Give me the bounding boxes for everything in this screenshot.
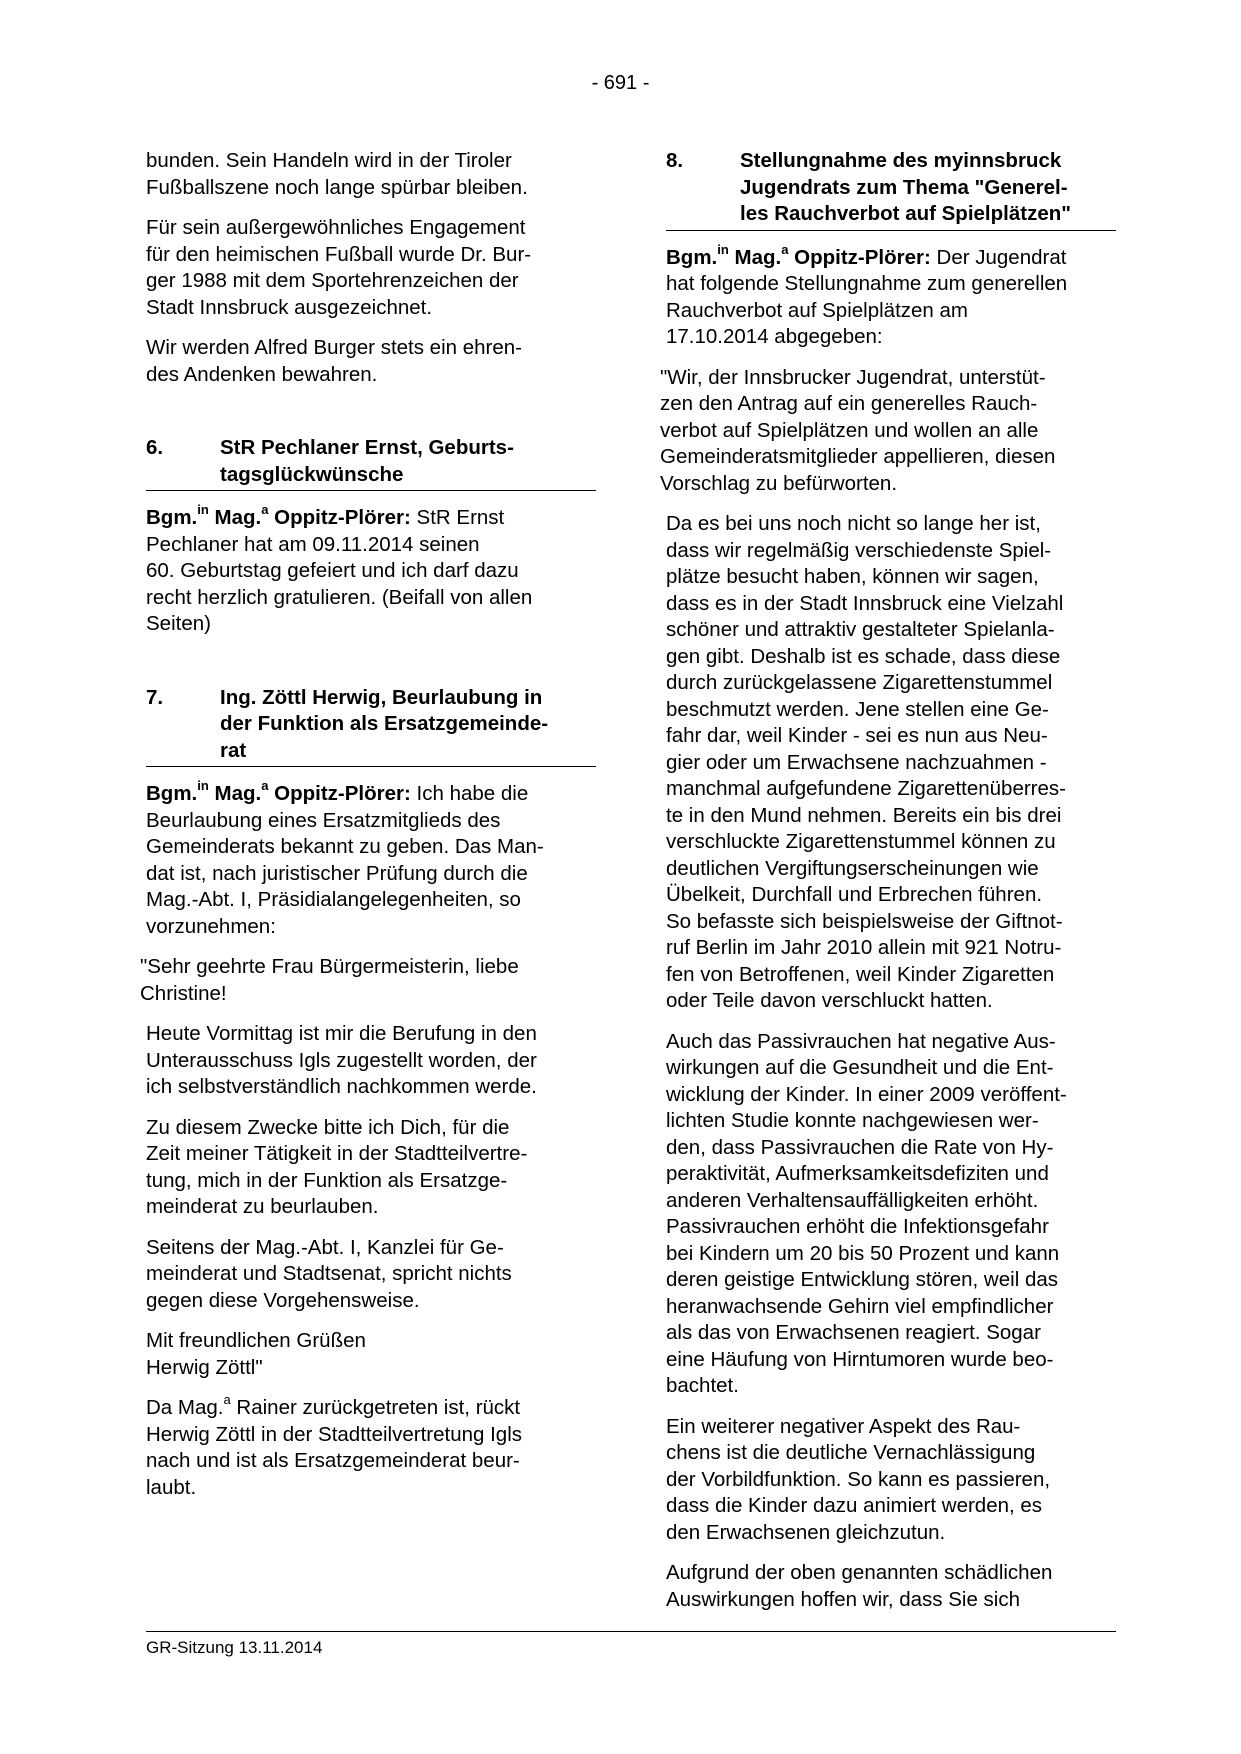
text-line: Herwig Zöttl" [146,1355,263,1379]
text-line: Herwig Zöttl in der Stadtteilvertretung Igls [146,1422,522,1446]
quote-paragraph [146,1115,596,1221]
text-line: rat [220,738,247,762]
text-line: deutlichen Vergiftungserscheinungen wie [666,856,1039,880]
speaker-name: Bgm.$^{in}$ Mag.$^a$ Oppitz-Plörer: [666,241,931,269]
text-line: Aufgrund der oben genannten schädlichen [666,1561,1053,1584]
text-line: Stadt Innsbruck ausgezeichnet. [146,295,433,319]
text-line: fahr dar, weil Kinder - sei es nun aus Neu- [666,724,1048,747]
text-line: oder Teile davon verschluckt hatten. [666,989,993,1012]
text-line: Beurlaubung eines Ersatzmitglieds des [146,808,501,832]
quote-paragraph [666,511,1116,1015]
text-line: bachtet. [666,1374,739,1397]
speaker-paragraph: Bgm.$^{in}$ Mag.$^a$ Oppitz-Plörer: StR Ernst Pechlaner hat am 09.11.2014 seinen 60. Geburtstag gefeiert und ich darf dazu recht herzlich gratulieren. (Beifall von allen Seiten) [146,505,596,638]
quote-paragraph [666,1560,1116,1613]
text-line: der Funktion als Ersatzgemeinde- [220,712,549,735]
quote-paragraph [140,954,596,1007]
text-line: Pechlaner hat am 09.11.2014 seinen [146,532,480,556]
paragraph: Da Mag.$^a$ Rainer zurückgetreten ist, rückt Herwig Zöttl in der Stadtteilvertretung Igls nach und ist als Ersatzgemeinderat beur- laubt. [146,1395,596,1501]
text-line: Seiten) [146,612,211,635]
quote-paragraph [146,1021,596,1101]
text-line: laubt. [146,1475,197,1499]
text-line: deren geistige Entwicklung stören, weil das [666,1268,1058,1291]
text-line: Gemeinderatsmitglieder appellieren, diesen [660,445,1056,468]
text-line: dass es in der Stadt Innsbruck eine Vielzahl [666,591,1064,615]
speaker-paragraph: Bgm.$^{in}$ Mag.$^a$ Oppitz-Plörer: Ich habe die Beurlaubung eines Ersatzmitglieds des Gemeinderats bekannt zu geben. Das Man- dat ist, nach juristischer Prüfung durch die Mag.-Abt. I, Präsidialangelegenheiten, so vorzunehmen: [146,781,596,940]
section-heading-6 [146,435,596,491]
speaker-paragraph: Bgm.$^{in}$ Mag.$^a$ Oppitz-Plörer: Der Jugendrat hat folgende Stellungnahme zum generellen Rauchverbot auf Spielplätzen am 17.10.2014 abgegeben: [666,245,1116,351]
text-line: vorzunehmen: [146,914,276,938]
text-line: gen gibt. Deshalb ist es schade, dass diese [666,644,1061,668]
text-line: Christine! [140,981,227,1005]
text-line: te in den Mund nehmen. Bereits ein bis drei [666,803,1062,827]
text-line: Für sein außergewöhnliches Engagement [146,216,526,239]
text-line: "Wir, der Innsbrucker Jugendrat, unterstüt- [660,365,1046,389]
page-footer: GR-Sitzung 13.11.2014 [146,1631,1116,1658]
text-line: Heute Vormittag ist mir die Berufung in den [146,1022,537,1045]
text-line: eine Häufung von Hirntumoren wurde beo- [666,1347,1054,1371]
text-line: schöner und attraktiv gestalteter Spielanla- [666,618,1055,641]
text-line: Auch das Passivrauchen hat negative Aus- [666,1029,1056,1053]
quote-paragraph [660,365,1116,498]
text-line: Gemeinderats bekannt zu geben. Das Man- [146,835,544,858]
text-line: wicklung der Kinder. In einer 2009 veröffent- [666,1082,1067,1106]
text-line: Wir werden Alfred Burger stets ein ehren- [146,336,522,359]
text-line: Jugendrats zum Thema "Generel- [740,175,1068,199]
section-title [740,148,1116,228]
quote-paragraph [146,1328,596,1381]
text-line: dass die Kinder dazu animiert werden, es [666,1494,1043,1517]
section-heading-7 [146,685,596,768]
text-line: wirkungen auf die Gesundheit und die Ent- [666,1056,1054,1079]
text-line: peraktivität, Aufmerksamkeitsdefiziten und [666,1162,1049,1185]
quote-paragraph [146,1235,596,1315]
text-line: gier oder um Erwachsene nachzuahmen - [666,750,1047,774]
text-line: les Rauchverbot auf Spielplätzen" [740,202,1071,225]
text-line: plätze besucht haben, können wir sagen, [666,565,1039,588]
text-line: Da es bei uns noch nicht so lange her ist, [666,512,1041,535]
text-line: Stellungnahme des myinnsbruck [740,149,1062,172]
text-line: den, dass Passivrauchen die Rate von Hy- [666,1135,1054,1159]
text-line: 17.10.2014 abgegeben: [666,325,883,348]
text-line: "Sehr geehrte Frau Bürgermeisterin, liebe [140,955,519,978]
section-number: 6. [146,436,164,459]
text-line: fen von Betroffenen, weil Kinder Zigaretten [666,962,1055,986]
text-line: ich selbstverständlich nachkommen werde. [146,1075,537,1098]
text-line: Mit freundlichen Grüßen [146,1329,366,1352]
text-line: Übelkeit, Durchfall und Erbrechen führen. [666,883,1043,906]
text-line: anderen Verhaltensauffälligkeiten erhöht. [666,1188,1039,1212]
text-line: ruf Berlin im Jahr 2010 allein mit 921 Notru- [666,936,1062,959]
text-line: manchmal aufgefundene Zigarettenüberres- [666,777,1066,800]
text-line: für den heimischen Fußball wurde Dr. Bur- [146,242,532,266]
text-line: meinderat zu beurlauben. [146,1195,379,1218]
text-line: Vorschlag zu befürworten. [660,471,898,495]
section-number: 8. [666,149,684,172]
text-line: dass wir regelmäßig verschiedenste Spiel- [666,538,1052,562]
right-column [660,148,1116,1627]
paragraph [146,215,596,321]
text-line: lichten Studie konnte nachgewiesen wer- [666,1109,1039,1132]
text-line: Seitens der Mag.-Abt. I, Kanzlei für Ge- [146,1235,504,1259]
section-title [220,685,596,765]
text-line: nach und ist als Ersatzgemeinderat beur- [146,1449,520,1472]
paragraph [146,335,596,388]
text-line: Auswirkungen hoffen wir, dass Sie sich [666,1587,1021,1611]
text-line: StR Pechlaner Ernst, Geburts- [220,436,514,459]
text-line: den Erwachsenen gleichzutun. [666,1520,946,1544]
text-line: des Andenken bewahren. [146,362,378,386]
quote-paragraph [666,1029,1116,1400]
text-line: So befasste sich beispielsweise der Giftnot- [666,909,1063,933]
text-line: Unterausschuss Igls zugestellt worden, der [146,1048,537,1072]
text-line: Ing. Zöttl Herwig, Beurlaubung in [220,685,543,709]
text-line: dat ist, nach juristischer Prüfung durch die [146,861,528,885]
text-line: Mag.-Abt. I, Präsidialangelegenheiten, so [146,888,521,911]
page-number: - 691 - [591,72,650,94]
paragraph [146,148,596,201]
section-heading-8 [666,148,1116,231]
speaker-name: Bgm.$^{in}$ Mag.$^a$ Oppitz-Plörer: [146,778,411,805]
speaker-name: Bgm.$^{in}$ Mag.$^a$ Oppitz-Plörer: [146,502,411,529]
section-number: 7. [146,685,164,709]
text-line: der Vorbildfunktion. So kann es passieren, [666,1467,1051,1491]
text-line: verbot auf Spielplätzen und wollen an alle [660,418,1039,442]
text-line: Zu diesem Zwecke bitte ich Dich, für die [146,1115,510,1139]
text-line: Fußballszene noch lange spürbar bleiben. [146,175,528,199]
text-line: ger 1988 mit dem Sportehrenzeichen der [146,269,519,292]
text-line: tagsglückwünsche [220,462,404,486]
text-line: tung, mich in der Funktion als Ersatzge- [146,1168,508,1192]
text-line: bei Kindern um 20 bis 50 Prozent und kann [666,1241,1060,1265]
text-line: hat folgende Stellungnahme zum generellen [666,272,1068,295]
quote-paragraph [666,1414,1116,1547]
text-line: beschmutzt werden. Jene stellen eine Ge- [666,697,1049,721]
text-line: Ein weiterer negativer Aspekt des Rau- [666,1414,1021,1438]
text-line: bunden. Sein Handeln wird in der Tiroler [146,149,512,172]
text-line: als das von Erwachsenen reagiert. Sogar [666,1321,1041,1344]
text-line: durch zurückgelassene Zigarettenstummel [666,671,1053,694]
text-line: Passivrauchen erhöht die Infektionsgefahr [666,1215,1049,1238]
text-line: zen den Antrag auf ein generelles Rauch- [660,392,1038,415]
text-line: meinderat und Stadtsenat, spricht nichts [146,1262,512,1285]
text-line: chens ist die deutliche Vernachlässigung [666,1441,1036,1464]
left-column [140,148,596,1515]
text-line: verschluckte Zigarettenstummel können zu [666,830,1056,853]
text-line: Rauchverbot auf Spielplätzen am [666,298,968,322]
text-line: gegen diese Vorgehensweise. [146,1288,420,1312]
text-line: 60. Geburtstag gefeiert und ich darf dazu [146,559,519,582]
text-line: recht herzlich gratulieren. (Beifall von allen [146,585,533,609]
text-line: heranwachsende Gehirn viel empfindlicher [666,1294,1054,1318]
section-title [220,435,596,488]
text-line: Zeit meiner Tätigkeit in der Stadtteilvertre- [146,1142,528,1165]
